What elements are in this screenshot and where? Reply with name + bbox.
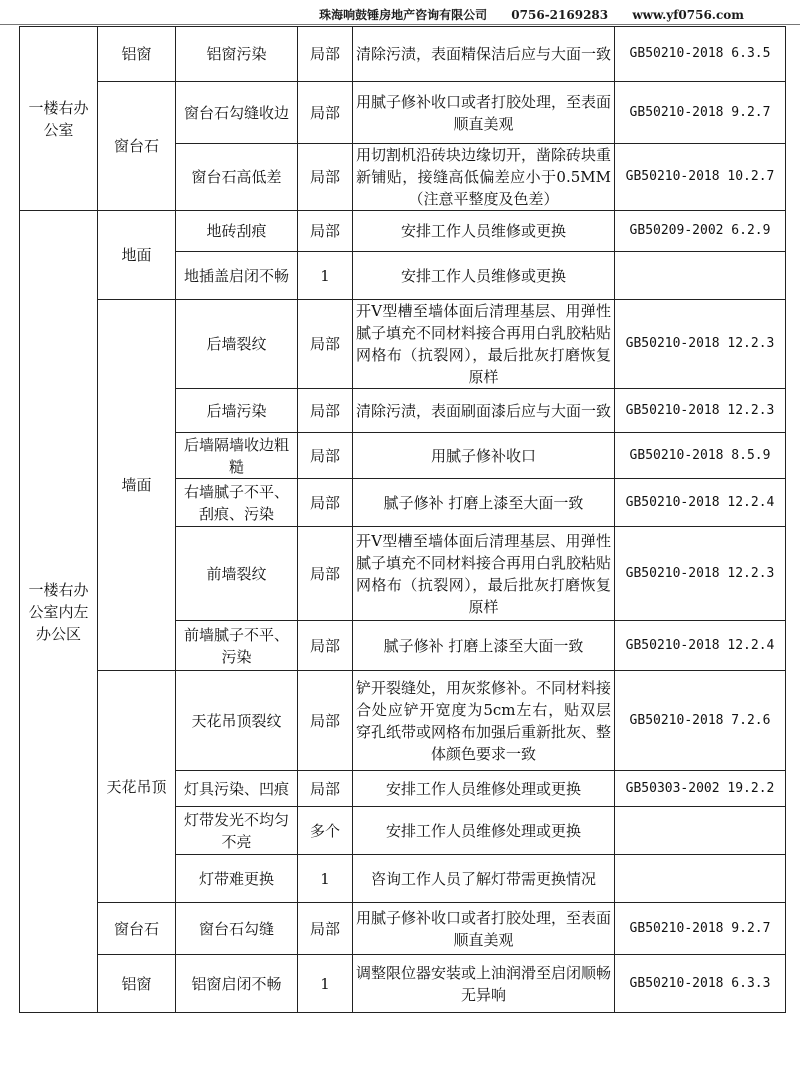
table-row (20, 82, 786, 144)
standard-cell: GB50210-2018 10.2.7 (615, 144, 786, 211)
quantity-cell: 1 (298, 855, 353, 903)
quantity-cell: 局部 (298, 671, 353, 771)
method-cell: 用腻子修补收口 (353, 433, 615, 479)
quantity-cell: 局部 (298, 903, 353, 955)
method-cell: 开V型槽至墙体面后清理基层、用弹性腻子填充不同材料接合再用白乳胶粘贴网格布（抗裂网），最后批灰打磨恢复原样 (353, 527, 615, 621)
quantity-cell: 局部 (298, 621, 353, 671)
quantity-cell: 局部 (298, 771, 353, 807)
quantity-cell: 局部 (298, 211, 353, 252)
method-cell: 安排工作人员维修处理或更换 (353, 771, 615, 807)
website: www.yf0756.com (632, 8, 744, 22)
method-cell: 安排工作人员维修或更换 (353, 252, 615, 300)
method-cell: 用腻子修补收口或者打胶处理，至表面顺直美观 (353, 903, 615, 955)
issue-cell: 右墙腻子不平、刮痕、污染 (176, 479, 298, 527)
method-cell: 清除污渍，表面刷面漆后应与大面一致 (353, 389, 615, 433)
table-row (20, 955, 786, 1013)
part-cell: 天花吊顶 (98, 671, 176, 903)
standard-cell: GB50303-2002 19.2.2 (615, 771, 786, 807)
standard-cell: GB50210-2018 7.2.6 (615, 671, 786, 771)
method-cell: 安排工作人员维修处理或更换 (353, 807, 615, 855)
issue-cell: 后墙隔墙收边粗糙 (176, 433, 298, 479)
issue-cell: 铝窗启闭不畅 (176, 955, 298, 1013)
issue-cell: 灯带发光不均匀不亮 (176, 807, 298, 855)
company-name: 珠海响鼓锤房地产咨询有限公司 (319, 8, 488, 22)
standard-cell: GB50210-2018 12.2.3 (615, 300, 786, 389)
table-row (20, 211, 786, 252)
page-header (319, 6, 744, 23)
standard-cell: GB50210-2018 12.2.3 (615, 389, 786, 433)
quantity-cell: 局部 (298, 527, 353, 621)
method-cell: 开V型槽至墙体面后清理基层、用弹性腻子填充不同材料接合再用白乳胶粘贴网格布（抗裂网），最后批灰打磨恢复原样 (353, 300, 615, 389)
quantity-cell: 局部 (298, 433, 353, 479)
standard-cell: GB50210-2018 9.2.7 (615, 903, 786, 955)
part-cell: 窗台石 (98, 903, 176, 955)
table-row (20, 300, 786, 389)
inspection-table (19, 26, 786, 1013)
issue-cell: 前墙腻子不平、污染 (176, 621, 298, 671)
part-cell: 墙面 (98, 300, 176, 671)
standard-cell: GB50210-2018 9.2.7 (615, 82, 786, 144)
area-cell: 一楼右办公室 (20, 27, 98, 211)
standard-cell (615, 855, 786, 903)
quantity-cell: 局部 (298, 479, 353, 527)
table-row (20, 903, 786, 955)
issue-cell: 窗台石高低差 (176, 144, 298, 211)
quantity-cell: 局部 (298, 82, 353, 144)
quantity-cell: 局部 (298, 144, 353, 211)
quantity-cell: 局部 (298, 300, 353, 389)
issue-cell: 天花吊顶裂纹 (176, 671, 298, 771)
issue-cell: 窗台石勾缝收边 (176, 82, 298, 144)
standard-cell: GB50210-2018 12.2.4 (615, 621, 786, 671)
method-cell: 调整限位器安装或上油润滑至启闭顺畅无异响 (353, 955, 615, 1013)
issue-cell: 前墙裂纹 (176, 527, 298, 621)
quantity-cell: 1 (298, 955, 353, 1013)
issue-cell: 灯带难更换 (176, 855, 298, 903)
standard-cell (615, 807, 786, 855)
issue-cell: 地砖刮痕 (176, 211, 298, 252)
issue-cell: 灯具污染、凹痕 (176, 771, 298, 807)
method-cell: 用切割机沿砖块边缘切开，凿除砖块重新铺贴，接缝高低偏差应小于0.5MM（注意平整度及色差） (353, 144, 615, 211)
part-cell: 窗台石 (98, 82, 176, 211)
quantity-cell: 多个 (298, 807, 353, 855)
standard-cell (615, 252, 786, 300)
issue-cell: 地插盖启闭不畅 (176, 252, 298, 300)
part-cell: 铝窗 (98, 27, 176, 82)
issue-cell: 后墙裂纹 (176, 300, 298, 389)
issue-cell: 铝窗污染 (176, 27, 298, 82)
phone-number: 0756-2169283 (511, 8, 609, 22)
quantity-cell: 局部 (298, 389, 353, 433)
table-row (20, 27, 786, 82)
table-row (20, 671, 786, 771)
method-cell: 清除污渍，表面精保洁后应与大面一致 (353, 27, 615, 82)
method-cell: 咨询工作人员了解灯带需更换情况 (353, 855, 615, 903)
standard-cell: GB50209-2002 6.2.9 (615, 211, 786, 252)
part-cell: 铝窗 (98, 955, 176, 1013)
method-cell: 安排工作人员维修或更换 (353, 211, 615, 252)
quantity-cell: 1 (298, 252, 353, 300)
method-cell: 腻子修补 打磨上漆至大面一致 (353, 479, 615, 527)
standard-cell: GB50210-2018 6.3.5 (615, 27, 786, 82)
standard-cell: GB50210-2018 8.5.9 (615, 433, 786, 479)
standard-cell: GB50210-2018 12.2.3 (615, 527, 786, 621)
quantity-cell: 局部 (298, 27, 353, 82)
area-cell: 一楼右办公室内左办公区 (20, 211, 98, 1013)
header-divider (0, 24, 800, 25)
standard-cell: GB50210-2018 12.2.4 (615, 479, 786, 527)
method-cell: 铲开裂缝处，用灰浆修补。不同材料接合处应铲开宽度为5cm左右，贴双层穿孔纸带或网格布加强后重新批灰、整体颜色要求一致 (353, 671, 615, 771)
issue-cell: 后墙污染 (176, 389, 298, 433)
method-cell: 腻子修补 打磨上漆至大面一致 (353, 621, 615, 671)
method-cell: 用腻子修补收口或者打胶处理，至表面顺直美观 (353, 82, 615, 144)
issue-cell: 窗台石勾缝 (176, 903, 298, 955)
standard-cell: GB50210-2018 6.3.3 (615, 955, 786, 1013)
part-cell: 地面 (98, 211, 176, 300)
